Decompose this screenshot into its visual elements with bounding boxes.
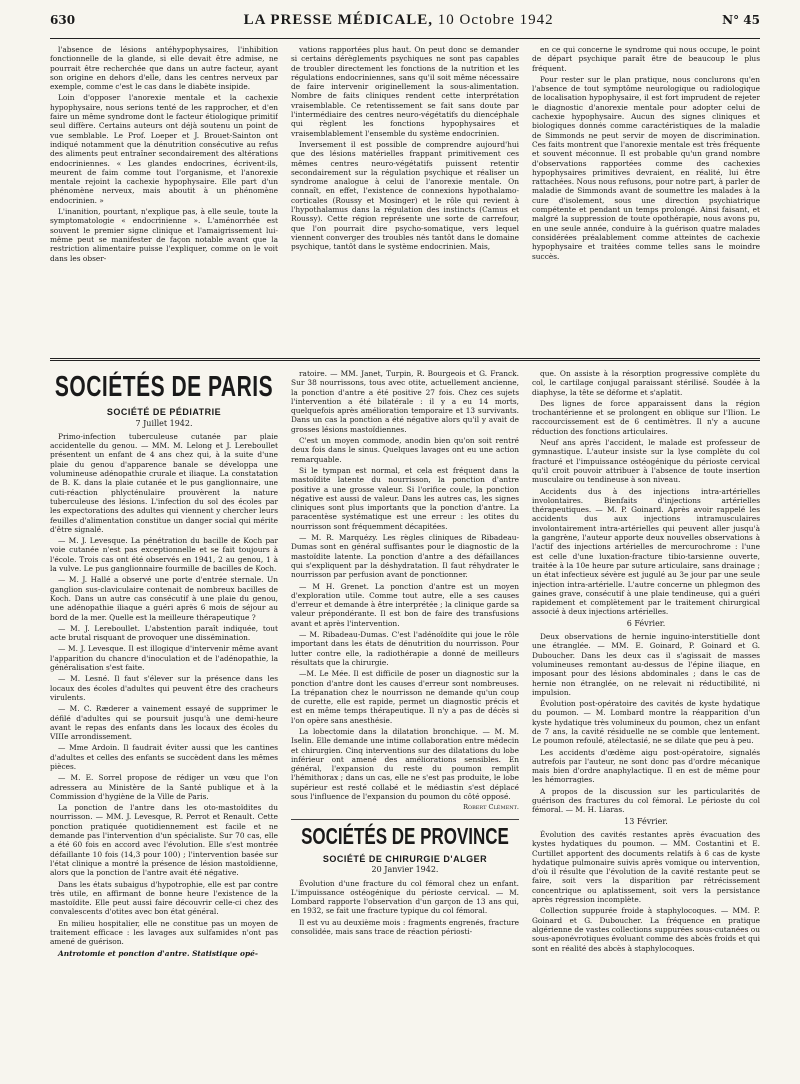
paragraph: Il est vu au deuxième mois : fragments engrenés, fracture consolidée, mais sans trace de réaction périosti- — [291, 917, 519, 937]
paragraph: — M. J. Levesque. La pénétration du bacille de Koch par voie cutanée n'est pas exceptionnelle et se fait toujours à l'école. Trois cas ont été observés en 1941, 2 au genou, 1 à la vulve. Le pus ganglionnaire fourmille de bacilles de Koch. — [50, 536, 278, 574]
paragraph: Dans les états subaigus d'hypotrophie, elle est par contre très utile, en affirmant de bonne heure l'existence de la mastoïdite. Elle peut aussi faire découvrir celle-ci chez des convalescents d'otites avec bon état général. — [50, 879, 278, 917]
paragraph: — M. J. Lereboullet. L'abstention paraît indiquée, tout acte brutal risquant de provoquer une dissémination. — [50, 623, 278, 643]
paragraph: Loin d'opposer l'anorexie mentale et la cachexie hypophysaire, nous serions tenté de les rapprocher, et d'en faire un même syndrome dont le facteur étiologique primitif seul diffère. Certains auteurs ont déjà soutenu un point de vue semblable. Le Prof. Loeper et J. Brouet-Sainton ont indiqué notamment que la dénutrition consécutive au refus des aliments peut entraîner secondairement des altérations endocriniennes. « Les glandes endocrines, écrivent-ils, meurent de faim comme tout l'organisme, et l'anorexie mentale rejoint la cachexie hypophysaire. Elle part d'un phénomène nerveux, mais aboutit à un phénomène endocrinien. » — [50, 93, 278, 205]
paragraph: Primo-infection tuberculeuse cutanée par plaie accidentelle du genou. — MM. M. Lelong et J. Lereboullet présentent un enfant de 4 ans chez qui, à la suite d'une plaie du genou d'apparence banale se développa une volumineuse adénopathie crurale et iliaque. La constatation de B. K. dans la plaie cutanée et le pus ganglionnaire, une cuti-réaction phlycténulaire prouvèrent la nature tuberculeuse des lésions. L'infection du sol des écoles par les expectorations des adultes qui viennent y chercher leurs feuilles d'alimentation constitue un danger social qui mérite d'être signalé. — [50, 431, 278, 534]
meeting-date: 20 Janvier 1942. — [371, 865, 439, 875]
paragraph: Si le tympan est normal, et cela est fréquent dans la mastoïdite latente du nourrisson, la ponction d'antre positive a une grosse valeur. Si l'orifice coule, la ponction négative est aussi de valeur. Dans les autres cas, les signes cliniques sont plus importants que la ponction d'antre. La paracentèse systématique est une erreur : les otites du nourrisson sont fréquemment décapitées. — [291, 465, 519, 531]
journal-masthead — [244, 12, 554, 29]
paragraph: — M. Lesné. Il faut s'élever sur la présence dans les locaux des écoles d'adultes qui peuvent être des cracheurs virulents. — [50, 674, 278, 702]
paragraph: Deux observations de hernie inguino-interstitielle dont une étranglée. — MM. E. Goinard, P. Goinard et G. Duboucher. Dans les deux cas il s'agissait de masses volumineuses remontant au-dessus de l'épine iliaque, en imposant pour des lésions abdominales ; dans le cas de hernie non étranglée, on ne relevait ni réductibilité, ni impulsion. — [532, 632, 760, 697]
paragraph: — M H. Grenet. La ponction d'antre est un moyen d'exploration utile. Comme tout autre, elle a ses causes d'erreur et demande à être interprétée ; la clinique garde sa valeur prépondérante. Il est bon de faire des transfusions avant et après l'intervention. — [291, 581, 519, 628]
top-column-1 — [50, 45, 278, 352]
divider — [291, 819, 519, 820]
paragraph: en ce qui concerne le syndrome qui nous occupe, le point de départ psychique paraît être de beaucoup le plus fréquent. — [532, 45, 760, 73]
top-column-2 — [291, 45, 519, 352]
paragraph: La lobectomie dans la dilatation bronchique. — M. M. Iselin. Elle demande une intime collaboration entre médecin et chirurgien. Cinq interventions sur des dilatations du lobe inférieur ont amené des améliorations sensibles. En général, l'expansion du reste du poumon remplit l'hémithorax ; dans un cas, elle ne s'est pas produite, le lobe supérieur est resté collabé et le médiastin s'est déplacé sous l'influence de l'expansion du poumon du côté opposé. — [291, 726, 519, 802]
section-heading: SOCIÉTÉ DE PÉDIATRIE — [106, 407, 222, 418]
society-heading: SOCIÉTÉS DE PROVINCE — [301, 823, 509, 849]
paragraph: — M. Ribadeau-Dumas. C'est l'adénoïdite qui joue le rôle important dans les états de dénutrition du nourrisson. Pour lutter contre elle, la radiothérapie a donné de meilleurs résultats que la chirurgie. — [291, 630, 519, 667]
paragraph: — M. E. Sorrel propose de rédiger un vœu que l'on adressera au Ministère de la Santé publique et à la Commission d'hygiène de la Ville de Paris. — [50, 773, 278, 801]
section-heading: SOCIÉTÉ DE CHIRURGIE D'ALGER — [322, 853, 488, 864]
paragraph: — M. J. Hallé a observé une porte d'entrée sternale. Un ganglion sus-claviculaire contenait de nombreux bacilles de Koch. Dans un autre cas consécutif à une plaie du genou, une adénopathie iliaque a guéri après 6 mois de séjour au bord de la mer. Quelle est la meilleure thérapeutique ? — [50, 575, 278, 622]
paragraph: Accidents dus à des injections intra-artérielles involontaires. Bienfaits d'injections artérielles thérapeutiques. — M. P. Goinard. Après avoir rappelé les accidents dus aux injections intramusculaires involontairement intra-artérielles qui peuvent aller jusqu'à la gangrène, l'auteur apporte deux nouvelles observations à l'actif des injections artérielles de mercurochrome : l'une est celle d'une luxation-fracture tibio-tarsienne ouverte, traitée à la 10e heure par suture articulaire, sans drainage ; un état infectieux sévère est jugulé au 3e jour par une seule injection intra-artérielle. L'autre concerne un phlegmon des gaines grave, consécutif à une plaie tendineuse, qui a guéri rapidement et complètement par le traitement chirurgical associé à deux injections artérielles. — [532, 486, 760, 617]
paragraph: La ponction de l'antre dans les oto-mastoïdites du nourrisson. — MM. J. Levesque, R. Perrot et Renault. Cette ponction pratiquée quotidiennement est facile et ne demande pas l'intervention d'un spécialiste. Sur 70 cas, elle a été 60 fois en accord avec l'évolution. Elle s'est montrée défaillante 10 fois (14,3 pour 100) ; l'intervention basée sur l'état clinique a montré la présence de lésion mastoïdienne, alors que la ponction de l'antre avait été négative. — [50, 803, 278, 878]
paragraph: — Mme Ardoin. Il faudrait éviter aussi que les cantines d'adultes et celles des enfants se succèdent dans les mêmes pièces. — [50, 743, 278, 771]
paragraph: Évolution des cavités restantes après évacuation des kystes hydatiques du poumon. — MM. Costantini et E. Curtillet apportent des documents relatifs à 6 cas de kyste hydatique pulmonaire suivis après vomique ou intervention, d'où il résulte que l'évolution de la cavité restante peut se faire, soit vers la disparition par rétrécissement concentrique ou aplatissement, soit vers la persistance après régression incomplète. — [532, 829, 760, 905]
paragraph: —M. Le Mée. Il est difficile de poser un diagnostic sur la ponction d'antre dont les causes d'erreur sont nombreuses. La trépanation chez le nourrisson ne demande qu'un coup de curette, elle est rapide, permet un diagnostic précis et est en même temps thérapeutique. Il n'y a pas de décès si l'on opère sans anesthésie. — [291, 669, 519, 725]
top-article — [50, 45, 760, 352]
paragraph: En milieu hospitalier, elle ne constitue pas un moyen de traitement efficace : les lavages aux sulfamides n'ont pas amené de guérison. — [50, 918, 278, 947]
page-number: 630 — [50, 13, 76, 27]
meeting-date: 13 Février. — [624, 816, 668, 826]
paragraph: l'absence de lésions antéhypophysaires, l'inhibition fonctionnelle de la glande, si elle devait être admise, ne pourrait être recherchée que dans un autre facteur, ayant son origine en dehors d'elle, dans les centres nerveux par exemple, comme c'est le cas dans le diabète insipide. — [50, 45, 278, 92]
paragraph: Évolution post-opératoire des cavités de kyste hydatique du poumon. — M. Lombard montre la réapparition d'un kyste hydatique très volumineux du poumon, chez un enfant de 7 ans, la cavité résiduelle ne se comble que lentement. Le poumon refoulé, atélectasié, ne se dilate que peu à peu. — [532, 699, 760, 746]
paragraph: Les accidents d'œdème aigu post-opératoire, signalés autrefois par l'auteur, ne sont donc pas d'ordre mécanique mais bien d'ordre anaphylactique. Il en est de même pour les hémorragies. — [532, 747, 760, 785]
paragraph: ratoire. — MM. Janet, Turpin, R. Bourgeois et G. Franck. Sur 38 nourrissons, tous avec otite, actuellement ancienne, la ponction d'antre a été positive 27 fois. Chez ces sujets l'intervention a été bilatérale : il y a eu 14 morts, quelquefois après amélioration temporaire et 13 survivants. Dans un cas la ponction a été négative alors qu'il y avait de grosses lésions mastoïdiennes. — [291, 369, 519, 434]
page-header — [50, 12, 760, 39]
paragraph: Des lignes de force apparaissent dans la région trochantérienne et se prolongent en oblique sur l'Ilion. Le raccourcissement est de 6 centimètres. Il n'y a aucune réduction des fonctions articulaires. — [532, 398, 760, 436]
report-signature: Robert Clément. — [463, 803, 519, 812]
paragraph: que. On assiste à la résorption progressive complète du col, le cartilage conjugal paraissant stérilisé. Soudée à la diaphyse, la tête se déforme et s'aplatit. — [532, 369, 760, 397]
paragraph: — M. J. Levesque. Il est illogique d'intervenir même avant l'apparition du chancre d'inoculation et de l'adénopathie, la généralisation s'est faite. — [50, 644, 278, 673]
issue-number: N° 45 — [722, 13, 760, 27]
bottom-column-3 — [532, 369, 760, 1084]
paragraph: — M. C. Ræderer a vainement essayé de supprimer le défilé d'adultes qui se poursuit jusqu'à une demi-heure avant le repas des enfants dans les locaux des écoles du VIIIe arrondissement. — [50, 704, 278, 742]
society-reports — [50, 369, 760, 1084]
bottom-column-1 — [50, 369, 278, 1084]
paragraph: L'inanition, pourtant, n'explique pas, à elle seule, toute la symptomatologie « endocrinienne ». L'aménorrhée est souvent le premier signe clinique et l'amaigrissement lui-même peut se manifester de façon notable avant que la restriction alimentaire puisse l'expliquer, comme on le voit dans les obser- — [50, 207, 278, 263]
paragraph: Collection suppurée froide à staphylocoques. — MM. P. Goinard et G. Duboucher. La fréquence en pratique algérienne de vastes collections suppurées sous-cutanées ou sous-aponévrotiques évoluant comme des abcès froids et qui sont en réalité des abcès à staphylocoques. — [532, 906, 760, 953]
meeting-date: 6 Février. — [626, 618, 666, 628]
top-column-3 — [532, 45, 760, 352]
paragraph: vations rapportées plus haut. On peut donc se demander si certains dérèglements psychiques ne sont pas capables de troubler directement les fonctions de la nutrition et les régulations endocriniennes, sans qu'il soit même nécessaire de faire intervenir originellement la sous-alimentation. Nombre de faits cliniques rendent cette interprétation vraisemblable. Ce retentissement se fait sans doute par l'intermédiaire des centres neuro-végétatifs du diencéphale qui règlent les fonctions hypophysaires et vraisemblablement l'ensemble du système endocrinien. — [291, 45, 519, 138]
bottom-column-2 — [291, 369, 519, 1084]
paragraph: — M. R. Marquézy. Les règles cliniques de Ribadeau-Dumas sont en général suffisantes pour le diagnostic de la mastoïdite latente. La ponction d'antre a des défaillances qui s'expliquent par la déshydratation. Il faut réhydrater le nourrisson par perfusion avant de ponctionner. — [291, 533, 519, 580]
paragraph: Évolution d'une fracture du col fémoral chez un enfant. L'impuissance ostéogénique du périoste cervical. — M. Lombard rapporte l'observation d'un garçon de 13 ans qui, en 1932, se fait une fracture typique du col fémoral. — [291, 878, 519, 916]
issue-date: 10 Octobre 1942 — [437, 12, 554, 28]
paragraph: Inversement il est possible de comprendre aujourd'hui que des lésions matérielles frappant primitivement ces mêmes centres neuro-végétatifs puissent retentir secondairement sur la régulation psychique et réaliser un syndrome analogue à celui de l'anorexie mentale. On connaît, en effet, l'existence de connexions hypothalamo-corticales (Roussy et Mosinger) et le rôle qui revient à l'hypothalamus dans la régulation des instincts (Camus et Roussy). Cette région représente une sorte de carrefour, que l'on pourrait dire psycho-somatique, vers lequel viennent converger des troubles nés tantôt dans le domaine psychique, tantôt dans le système endocrinien. Mais, — [291, 139, 519, 252]
paragraph: Antrotomie et ponction d'antre. Statistique opé- — [58, 948, 258, 958]
society-heading: SOCIÉTÉS DE PARIS — [54, 371, 274, 403]
journal-title: LA PRESSE MÉDICALE, — [243, 12, 434, 28]
paragraph: Neuf ans après l'accident, le malade est professeur de gymnastique. L'auteur insiste sur la lyse complète du col fracturé et l'impuissance ostéogénique du périoste cervical qu'il croit pouvoir attribuer à l'absence de toute insertion musculaire ou tendineuse à son niveau. — [532, 438, 760, 485]
section-divider — [50, 358, 760, 361]
meeting-date: 7 Juillet 1942. — [135, 418, 193, 428]
paragraph: Pour rester sur le plan pratique, nous conclurons qu'en l'absence de tout symptôme neurologique ou radiologique de localisation hypophysaire, il est fort imprudent de rejeter le diagnostic d'anorexie mentale pour adopter celui de cachexie hypophysaire. Aucun des signes cliniques et biologiques donnés comme caractéristiques de la maladie de Simmonds ne peut servir de moyen de discrimination. Ces faits montrent que l'anorexie mentale est très fréquente et souvent méconnue. Il est probable qu'un grand nombre d'observations rapportées comme des cachexies hypophysaires primitives devraient, en réalité, lui être rattachées. Nous nous refusons, pour notre part, à parler de maladie de Simmonds avant de soumettre les malades à la cure d'isolement, sous une direction psychiatrique compétente et pendant un temps prolongé. Ainsi faisant, et malgré la suppression de toute opothérapie, nous avons pu, en une seule année, conduire à la guérison quatre malades considérées préalablement comme atteintes de cachexie hypophysaire et traitées comme telles sans le moindre succès. — [532, 74, 760, 261]
paragraph: A propos de la discussion sur les particularités de guérison des fractures du col fémoral. Le périoste du col fémoral. — M. H. Liaras. — [532, 786, 760, 815]
paragraph: C'est un moyen commode, anodin bien qu'on soit rentré deux fois dans le sinus. Quelques lavages ont eu une action remarquable. — [291, 436, 519, 464]
